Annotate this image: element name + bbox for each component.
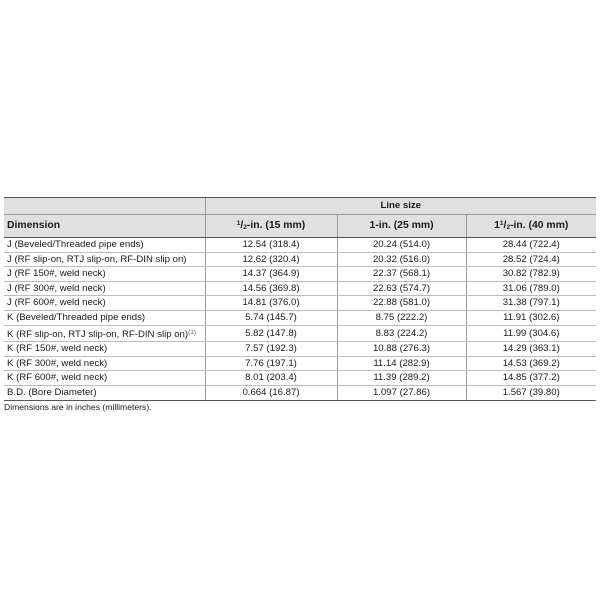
table-row xyxy=(4,325,596,342)
table-row xyxy=(4,252,596,267)
table-footnote: Dimensions are in inches (millimeters). xyxy=(4,401,152,412)
row-dimension-label: K (RF 150#, weld neck) xyxy=(4,342,205,357)
row-value-cell: 12.54 (318.4) xyxy=(205,238,337,253)
row-value-cell: 14.56 (369.8) xyxy=(205,281,337,296)
row-value-cell: 8.83 (224.2) xyxy=(337,325,466,342)
row-value-cell: 7.57 (192.3) xyxy=(205,342,337,357)
group-header-blank xyxy=(4,198,205,215)
row-dimension-label: K (Beveled/Threaded pipe ends) xyxy=(4,310,205,325)
table-row xyxy=(4,310,596,325)
row-value-cell: 5.82 (147.8) xyxy=(205,325,337,342)
table-row xyxy=(4,238,596,253)
row-value-cell: 11.14 (282.9) xyxy=(337,356,466,371)
row-value-cell: 22.88 (581.0) xyxy=(337,296,466,311)
table-body xyxy=(4,238,596,401)
row-value-cell: 28.52 (724.4) xyxy=(466,252,596,267)
row-value-cell: 14.37 (364.9) xyxy=(205,267,337,282)
row-value-cell: 11.99 (304.6) xyxy=(466,325,596,342)
row-value-cell: 11.39 (289.2) xyxy=(337,371,466,386)
row-value-cell: 7.76 (197.1) xyxy=(205,356,337,371)
row-dimension-label: K (RF 600#, weld neck) xyxy=(4,371,205,386)
column-header-half-inch: $^1/_2-in$. (15 mm) xyxy=(205,215,337,238)
row-value-cell: 8.01 (203.4) xyxy=(205,371,337,386)
row-dimension-label: J (RF 300#, weld neck) xyxy=(4,281,205,296)
row-value-cell: 14.85 (377.2) xyxy=(466,371,596,386)
row-value-cell: 28.44 (722.4) xyxy=(466,238,596,253)
row-dimension-label: J (RF slip-on, RTJ slip-on, RF-DIN slip on) xyxy=(4,252,205,267)
row-value-cell: 22.37 (568.1) xyxy=(337,267,466,282)
row-dimension-label: J (RF 150#, weld neck) xyxy=(4,267,205,282)
footnote-reference-link[interactable]: (1) xyxy=(188,328,197,336)
row-value-cell: 8.75 (222.2) xyxy=(337,310,466,325)
table-row xyxy=(4,281,596,296)
row-dimension-label: J (RF 600#, weld neck) xyxy=(4,296,205,311)
column-header-one-and-half-inch: $1^1/_2-in$. (40 mm) xyxy=(466,215,596,238)
table-row xyxy=(4,267,596,282)
dimensions-table-container xyxy=(4,197,596,413)
row-value-cell: 22.63 (574.7) xyxy=(337,281,466,296)
dimension-header: Dimension xyxy=(4,215,205,238)
row-value-cell: 14.53 (369.2) xyxy=(466,356,596,371)
row-dimension-label: K (RF 300#, weld neck) xyxy=(4,356,205,371)
row-value-cell: 30.82 (782.9) xyxy=(466,267,596,282)
row-value-cell: 1.567 (39.80) xyxy=(466,385,596,400)
table-row xyxy=(4,371,596,386)
row-value-cell: 31.06 (789.0) xyxy=(466,281,596,296)
row-value-cell: 1.097 (27.86) xyxy=(337,385,466,400)
row-value-cell: 10.88 (276.3) xyxy=(337,342,466,357)
row-value-cell: 20.24 (514.0) xyxy=(337,238,466,253)
column-header-one-inch: 1-in. (25 mm) xyxy=(337,215,466,238)
table-row xyxy=(4,385,596,400)
row-dimension-label: K (RF slip-on, RTJ slip-on, RF-DIN slip on)$^{(1)}$ xyxy=(4,325,205,342)
row-value-cell: 14.81 (376.0) xyxy=(205,296,337,311)
line-size-header: Line size xyxy=(205,198,596,215)
table-column-header-row xyxy=(4,215,596,238)
dimensions-table xyxy=(4,197,596,401)
row-value-cell: 31.38 (797.1) xyxy=(466,296,596,311)
row-value-cell: 20.32 (516.0) xyxy=(337,252,466,267)
row-value-cell: 11.91 (302.6) xyxy=(466,310,596,325)
row-dimension-label: B.D. (Bore Diameter) xyxy=(4,385,205,400)
row-value-cell: 14.29 (363.1) xyxy=(466,342,596,357)
table-row xyxy=(4,342,596,357)
row-value-cell: 5.74 (145.7) xyxy=(205,310,337,325)
row-value-cell: 12.62 (320.4) xyxy=(205,252,337,267)
table-row xyxy=(4,356,596,371)
table-row xyxy=(4,296,596,311)
row-value-cell: 0.664 (16.87) xyxy=(205,385,337,400)
row-dimension-label: J (Beveled/Threaded pipe ends) xyxy=(4,238,205,253)
table-group-header-row xyxy=(4,198,596,215)
